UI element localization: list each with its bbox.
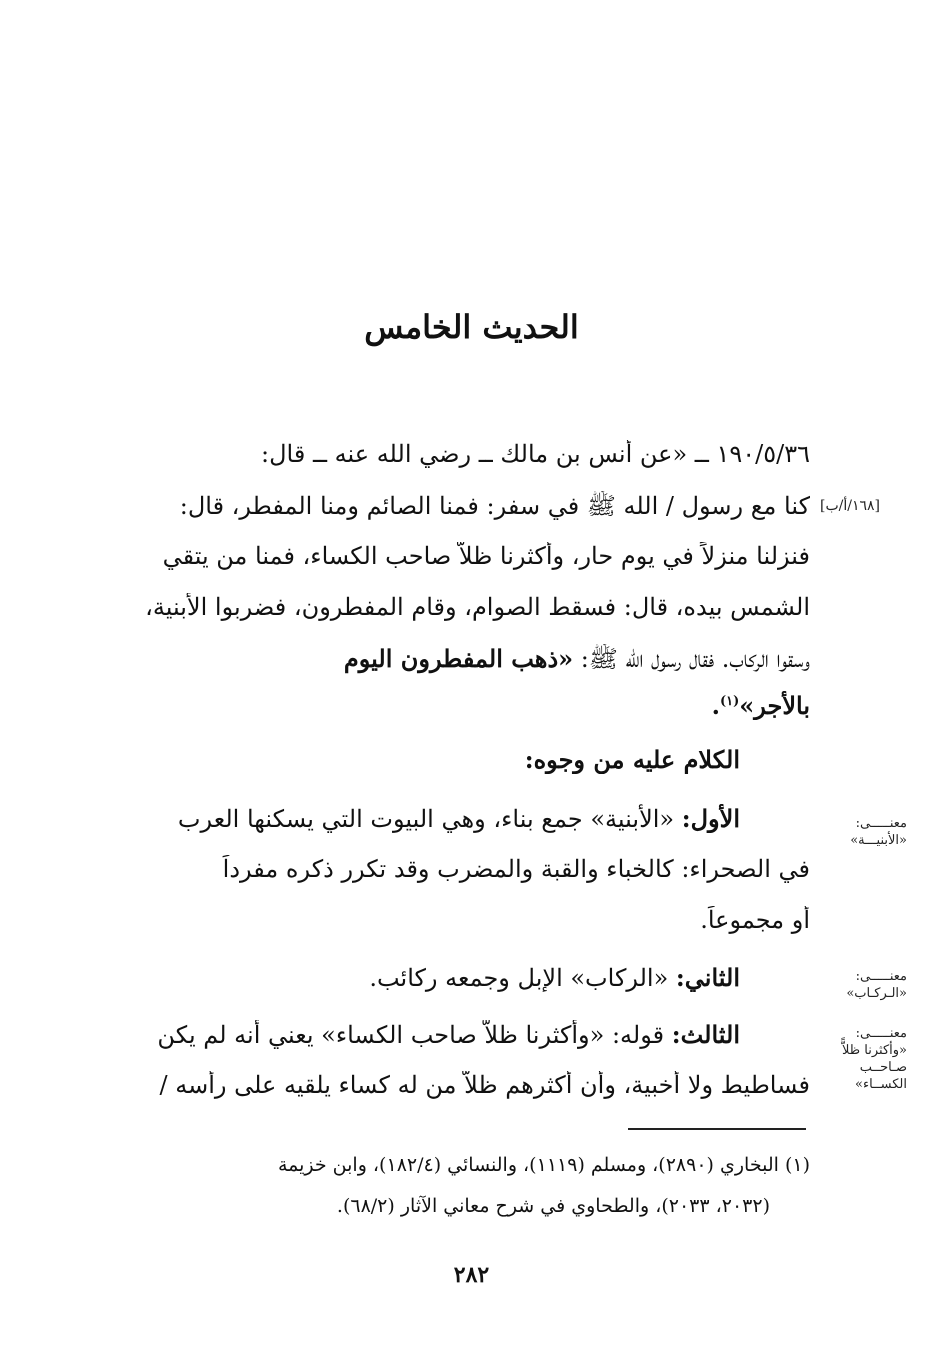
hadith-line-2: كنا مع رسول / الله ﷺ في سفر: فمنا الصائم ومنا المفطر، قال: xyxy=(179,492,810,520)
hadith-line-5-text: وسقوا الركاب. فقال رسول الله ﷺ: xyxy=(573,645,810,673)
hadith-line-3: فنزلنا منزلاً في يوم حار، وأكثرنا ظلاًّ صاحب الكساء، فمنا من يتقي xyxy=(162,542,810,570)
margin-note-term-end: الكســاء» xyxy=(855,1077,907,1092)
point-1-line-3: أو مجموعاً. xyxy=(700,906,810,934)
margin-note-term: «الأبنيـــة» xyxy=(850,833,907,848)
hadith-line-5 xyxy=(130,644,810,679)
section-title: الحديث الخامس xyxy=(364,308,579,346)
hadith-line-6 xyxy=(130,691,810,720)
point-text: «الركاب» الإبل وجمعه ركائب. xyxy=(369,964,676,992)
point-label: الثاني: xyxy=(675,963,740,992)
hadith-line-4: الشمس بيده، قال: فسقط الصوام، وقام المفطرون، فضربوا الأبنية، xyxy=(145,593,810,621)
margin-note-abniya xyxy=(822,815,907,849)
point-1-line-2: في الصحراء: كالخباء والقبة والمضرب وقد تكرر ذكره مفرداً xyxy=(222,855,810,883)
margin-note-term: «وأكثرنا ظلاًّ xyxy=(842,1043,907,1058)
point-1-line-1 xyxy=(130,804,810,833)
point-3-line-2: فساطيط ولا أخبية، وأن أكثرهم ظلاًّ من له كساء يلقيه على رأسه / xyxy=(159,1071,810,1099)
point-label: الأول: xyxy=(681,804,740,833)
discussion-heading: الكلام عليه من وجوه: xyxy=(524,745,740,774)
margin-note-rikab xyxy=(822,968,907,1002)
point-label: الثالث: xyxy=(671,1020,740,1049)
footnote-line-1: (١) البخاري (٢٨٩٠)، ومسلم (١١١٩)، والنسائي (١٨٢/٤)، وابن خزيمة xyxy=(277,1154,810,1176)
margin-note-label: معنـــــى: xyxy=(855,816,907,831)
footnote-ref: (١) xyxy=(719,694,740,709)
margin-note-term: «الـركـاب» xyxy=(846,986,907,1001)
hadith-line-1: ١٩٠/٥/٣٦ ــ «عن أنس بن مالك ــ رضي الله عنه ــ قال: xyxy=(261,440,810,468)
footnote-line-2: (٢٠٣٢، ٢٠٣٣)، والطحاوي في شرح معاني الآثار (٦٨/٢). xyxy=(336,1195,770,1217)
footnote-separator xyxy=(628,1128,806,1130)
point-3-line-1 xyxy=(130,1020,810,1049)
point-2-line xyxy=(130,963,810,992)
prophet-quote: «ذهب المفطرون اليوم xyxy=(343,644,574,673)
point-text: «الأبنية» جمع بناء، وهي البيوت التي يسكنها العرب xyxy=(177,805,682,833)
margin-note-term-cont: صـاحــب xyxy=(859,1060,907,1075)
folio-marker: [١٦٨/أ/ب] xyxy=(820,498,880,514)
period: . xyxy=(711,691,720,720)
prophet-quote-end: بالأجر» xyxy=(739,691,810,720)
page-number: ٢٨٢ xyxy=(453,1262,490,1288)
point-text: قوله: «وأكثرنا ظلاًّ صاحب الكساء» يعني أنه لم يكن xyxy=(157,1021,672,1049)
margin-note-kisa xyxy=(822,1025,907,1093)
margin-note-label: معنـــــى: xyxy=(855,969,907,984)
margin-note-label: معنـــــى: xyxy=(855,1026,907,1041)
